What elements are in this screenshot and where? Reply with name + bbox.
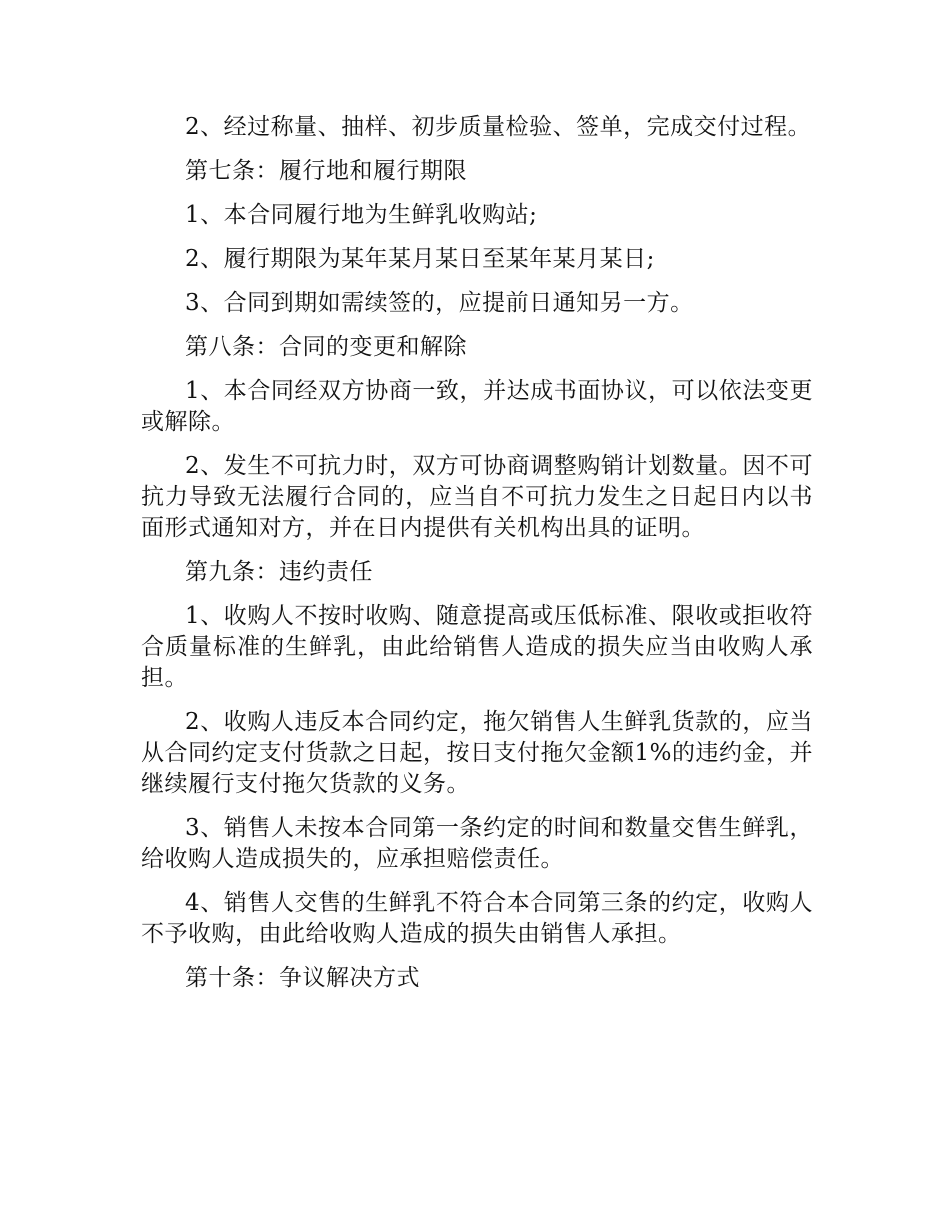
paragraph-article-9-item-3: 3、销售人未按本合同第一条约定的时间和数量交售生鲜乳，给收购人造成损失的，应承担赔偿责任。 bbox=[141, 815, 813, 872]
document-page bbox=[141, 112, 813, 1007]
paragraph-article-9-item-1: 1、收购人不按时收购、随意提高或压低标准、限收或拒收符合质量标准的生鲜乳，由此给销售人造成的损失应当由收购人承担。 bbox=[141, 603, 813, 691]
heading-article-7: 第七条：履行地和履行期限 bbox=[185, 158, 467, 184]
paragraph-article-8-item-1: 1、本合同经双方协商一致，并达成书面协议，可以依法变更或解除。 bbox=[141, 378, 813, 435]
paragraph-article-9-item-4: 4、销售人交售的生鲜乳不符合本合同第三条的约定，收购人不予收购，由此给收购人造成的损失由销售人承担。 bbox=[141, 890, 813, 947]
paragraph-article-7-item-3: 3、合同到期如需续签的，应提前日通知另一方。 bbox=[185, 290, 694, 316]
heading-article-8: 第八条：合同的变更和解除 bbox=[185, 334, 467, 360]
paragraph-article-9-item-2: 2、收购人违反本合同约定，拖欠销售人生鲜乳货款的，应当从合同约定支付货款之日起，按日支付拖欠金额1%的违约金，并继续履行支付拖欠货款的义务。 bbox=[141, 709, 813, 797]
paragraph-article-7-item-2: 2、履行期限为某年某月某日至某年某月某日; bbox=[185, 246, 655, 272]
paragraph-article-8-item-2: 2、发生不可抗力时，双方可协商调整购销计划数量。因不可抗力导致无法履行合同的，应当自不可抗力发生之日起日内以书面形式通知对方，并在日内提供有关机构出具的证明。 bbox=[141, 453, 813, 541]
paragraph-article-7-item-1: 1、本合同履行地为生鲜乳收购站; bbox=[185, 202, 538, 228]
heading-article-10: 第十条：争议解决方式 bbox=[185, 965, 420, 991]
heading-article-9: 第九条：违约责任 bbox=[185, 559, 373, 585]
paragraph-delivery-item-2: 2、经过称量、抽样、初步质量检验、签单，完成交付过程。 bbox=[185, 114, 812, 140]
